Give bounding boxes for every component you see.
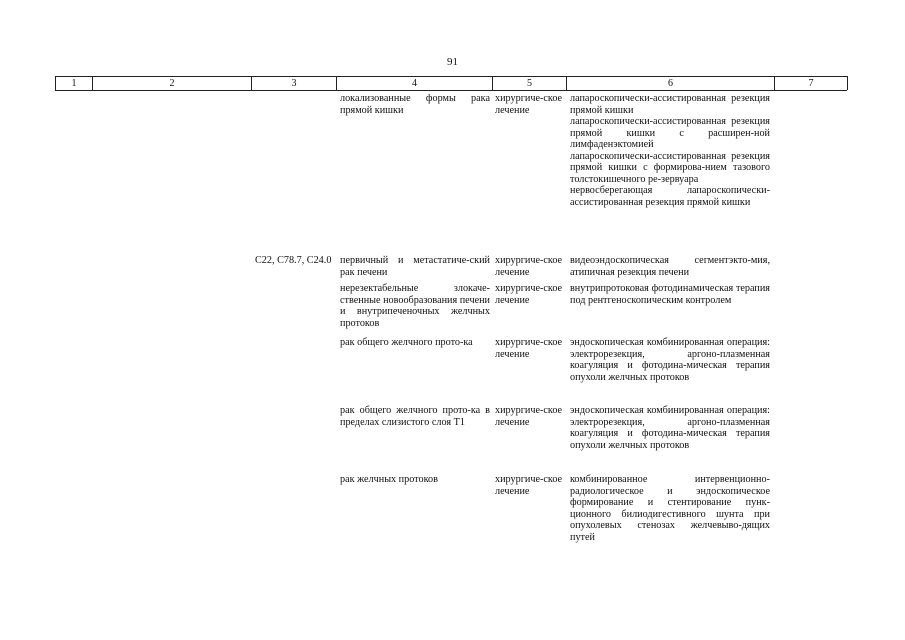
column-number-5: 5 [527,78,532,89]
treatment-type-cell: хирургиче-ское лечение [495,474,563,497]
column-number-2: 2 [169,78,175,89]
column-number-7: 7 [808,78,814,89]
method-cell: лапароскопически-ассистированная резекция прямой кишки лапароскопически-ассистированная резекция прямой кишки с расширен-ной лимфаденэктомией лапароскопически-ассистированная резекция прямой кишки с формирова-нием тазового толстокишечного ре-зервуара нервосберегающая лапароскопически-ассистированная резекция прямой кишки [570,93,770,208]
method-cell: комбинированное интервенционно-радиологическое и эндоскопическое формирование и стентирование пунк-ционного билиодигестивного шунта при опухолевых стенозах желчевыво-дящих путей [570,474,770,543]
diagnosis-cell: локализованные формы рака прямой кишки [340,93,490,116]
column-number-1: 1 [71,78,77,89]
diagnosis-cell: рак общего желчного прото-ка в пределах слизистого слоя T1 [340,405,490,428]
column-number-6: 6 [668,78,673,89]
table-header-bottom-border [55,90,847,91]
column-number-3: 3 [291,78,297,89]
treatment-type-cell: хирургиче-ское лечение [495,283,563,306]
code-cell: C22, C78.7, C24.0 [255,255,332,266]
method-cell: видеоэндоскопическая сегментэкто-мия, атипичная резекция печени [570,255,770,278]
diagnosis-cell: первичный и метастатиче-ский рак печени [340,255,490,278]
treatment-type-cell: хирургиче-ское лечение [495,93,563,116]
column-number-4: 4 [412,78,417,89]
page-number: 91 [447,56,458,68]
diagnosis-cell: нерезектабельные злокаче-ственные новообразования печени и внутрипеченочных желчных протоков [340,283,490,329]
header-divider-8 [847,76,848,90]
treatment-type-cell: хирургиче-ское лечение [495,255,563,278]
method-cell: эндоскопическая комбинированная операция: электрорезекция, аргоно-плазменная коагуляция и фотодина-мическая терапия опухоли желчных протоков [570,405,770,451]
method-cell: эндоскопическая комбинированная операция: электрорезекция, аргоно-плазменная коагуляция и фотодина-мическая терапия опухоли желчных протоков [570,337,770,383]
treatment-type-cell: хирургиче-ское лечение [495,337,563,360]
diagnosis-cell: рак желчных протоков [340,474,438,485]
treatment-type-cell: хирургиче-ское лечение [495,405,563,428]
method-cell: внутрипротоковая фотодинамическая терапия под рентгеноскопическим контролем [570,283,770,306]
table-header-top-border [55,76,847,77]
diagnosis-cell: рак общего желчного прото-ка [340,337,473,348]
